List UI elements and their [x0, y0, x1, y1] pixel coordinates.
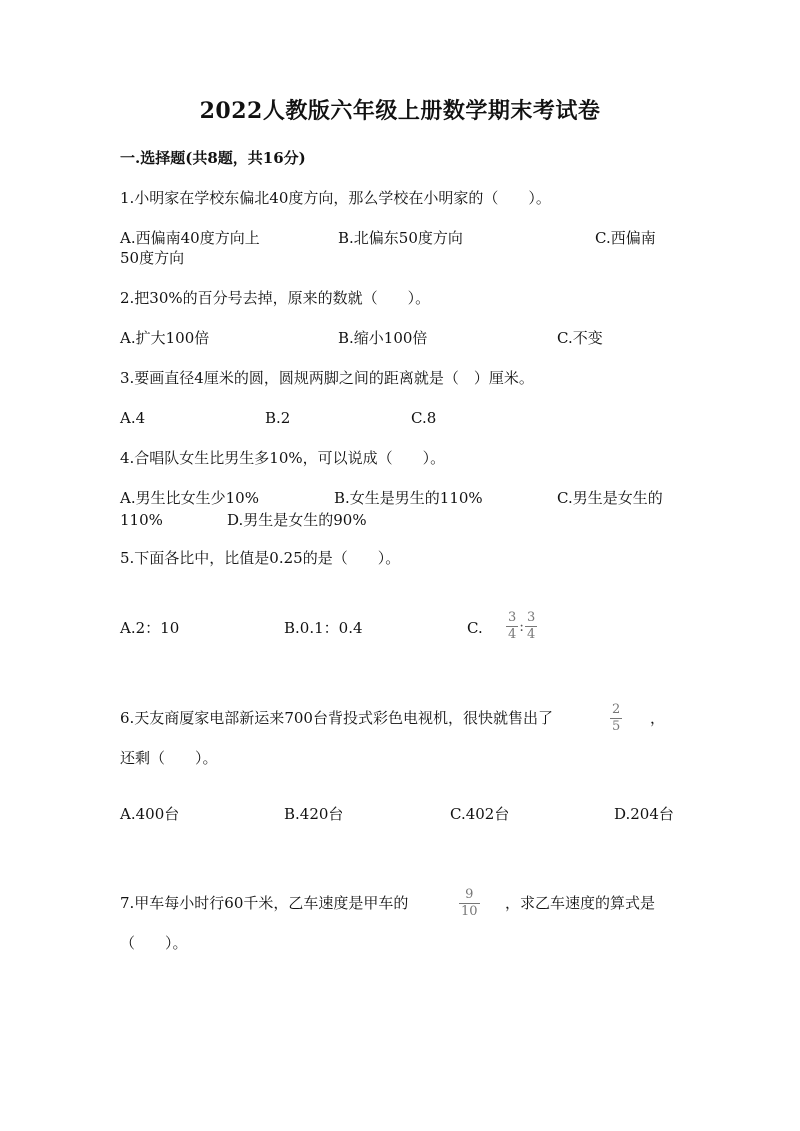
q2-option-b[interactable]: B.缩小100倍 — [338, 329, 428, 347]
q6-option-c[interactable]: C.402台 — [450, 805, 510, 823]
q3-option-a[interactable]: A.4 — [120, 409, 146, 427]
q5-fraction-1-denominator: 4 — [508, 627, 517, 642]
q6-fraction-denominator: 5 — [612, 719, 621, 734]
q5-fraction-1 — [506, 611, 518, 642]
q6-option-b[interactable]: B.420台 — [284, 805, 344, 823]
q7-fraction-denominator: 10 — [461, 904, 478, 919]
q5-option-c[interactable]: C. — [467, 619, 483, 637]
question-7-tail: ，求乙车速度的算式是 — [505, 894, 656, 912]
q3-option-b[interactable]: B.2 — [265, 409, 291, 427]
q5-option-c-ratio — [506, 611, 537, 642]
q4-option-c-continued: 110% — [120, 511, 163, 529]
page-title: 2022人教版六年级上册数学期末考试卷 — [199, 98, 601, 124]
q2-option-a[interactable]: A.扩大100倍 — [120, 329, 210, 347]
question-4: 4.合唱队女生比男生多10%，可以说成（ ）。 — [120, 449, 446, 467]
q2-option-c[interactable]: C.不变 — [557, 329, 603, 347]
question-7: 7.甲车每小时行60千米，乙车速度是甲车的 — [120, 894, 409, 912]
q5-fraction-2-numerator: 3 — [527, 610, 536, 625]
question-3: 3.要画直径4厘米的圆，圆规两脚之间的距离就是（ ）厘米。 — [120, 369, 534, 387]
q1-option-a[interactable]: A.西偏南40度方向上 — [120, 229, 260, 247]
q6-comma: ， — [650, 709, 666, 727]
q4-option-b[interactable]: B.女生是男生的110% — [334, 489, 483, 507]
q6-option-a[interactable]: A.400台 — [120, 805, 180, 823]
q6-fraction — [610, 703, 622, 734]
q1-option-c[interactable]: C.西偏南 — [595, 229, 656, 247]
q1-option-b[interactable]: B.北偏东50度方向 — [338, 229, 463, 247]
q7-fraction-numerator: 9 — [465, 887, 474, 902]
question-1: 1.小明家在学校东偏北40度方向，那么学校在小明家的（ ）。 — [120, 189, 551, 207]
q5-fraction-2 — [525, 611, 537, 642]
q5-fraction-2-denominator: 4 — [527, 627, 536, 642]
question-2: 2.把30%的百分号去掉，原来的数就（ ）。 — [120, 289, 431, 307]
q1-option-c-continued: 50度方向 — [120, 249, 185, 267]
q3-option-c[interactable]: C.8 — [411, 409, 437, 427]
q5-option-b[interactable]: B.0.1：0.4 — [284, 619, 363, 637]
question-6: 6.天友商厦家电部新运来700台背投式彩色电视机，很快就售出了 — [120, 709, 553, 727]
q7-fraction — [459, 888, 480, 919]
q6-option-d[interactable]: D.204台 — [614, 805, 674, 823]
q5-fraction-1-numerator: 3 — [508, 610, 517, 625]
ratio-colon: : — [519, 618, 524, 635]
q4-option-a[interactable]: A.男生比女生少10% — [120, 489, 259, 507]
question-7-continued: （ ）。 — [120, 934, 188, 952]
q4-option-c[interactable]: C.男生是女生的 — [557, 489, 663, 507]
section-heading: 一.选择题(共8题，共16分) — [120, 149, 306, 167]
question-6-continued: 还剩（ ）。 — [120, 749, 218, 767]
q6-fraction-numerator: 2 — [612, 702, 621, 717]
question-5: 5.下面各比中，比值是0.25的是（ ）。 — [120, 549, 401, 567]
q5-option-a[interactable]: A.2：10 — [120, 619, 180, 637]
q4-option-d[interactable]: D.男生是女生的90% — [227, 511, 367, 529]
